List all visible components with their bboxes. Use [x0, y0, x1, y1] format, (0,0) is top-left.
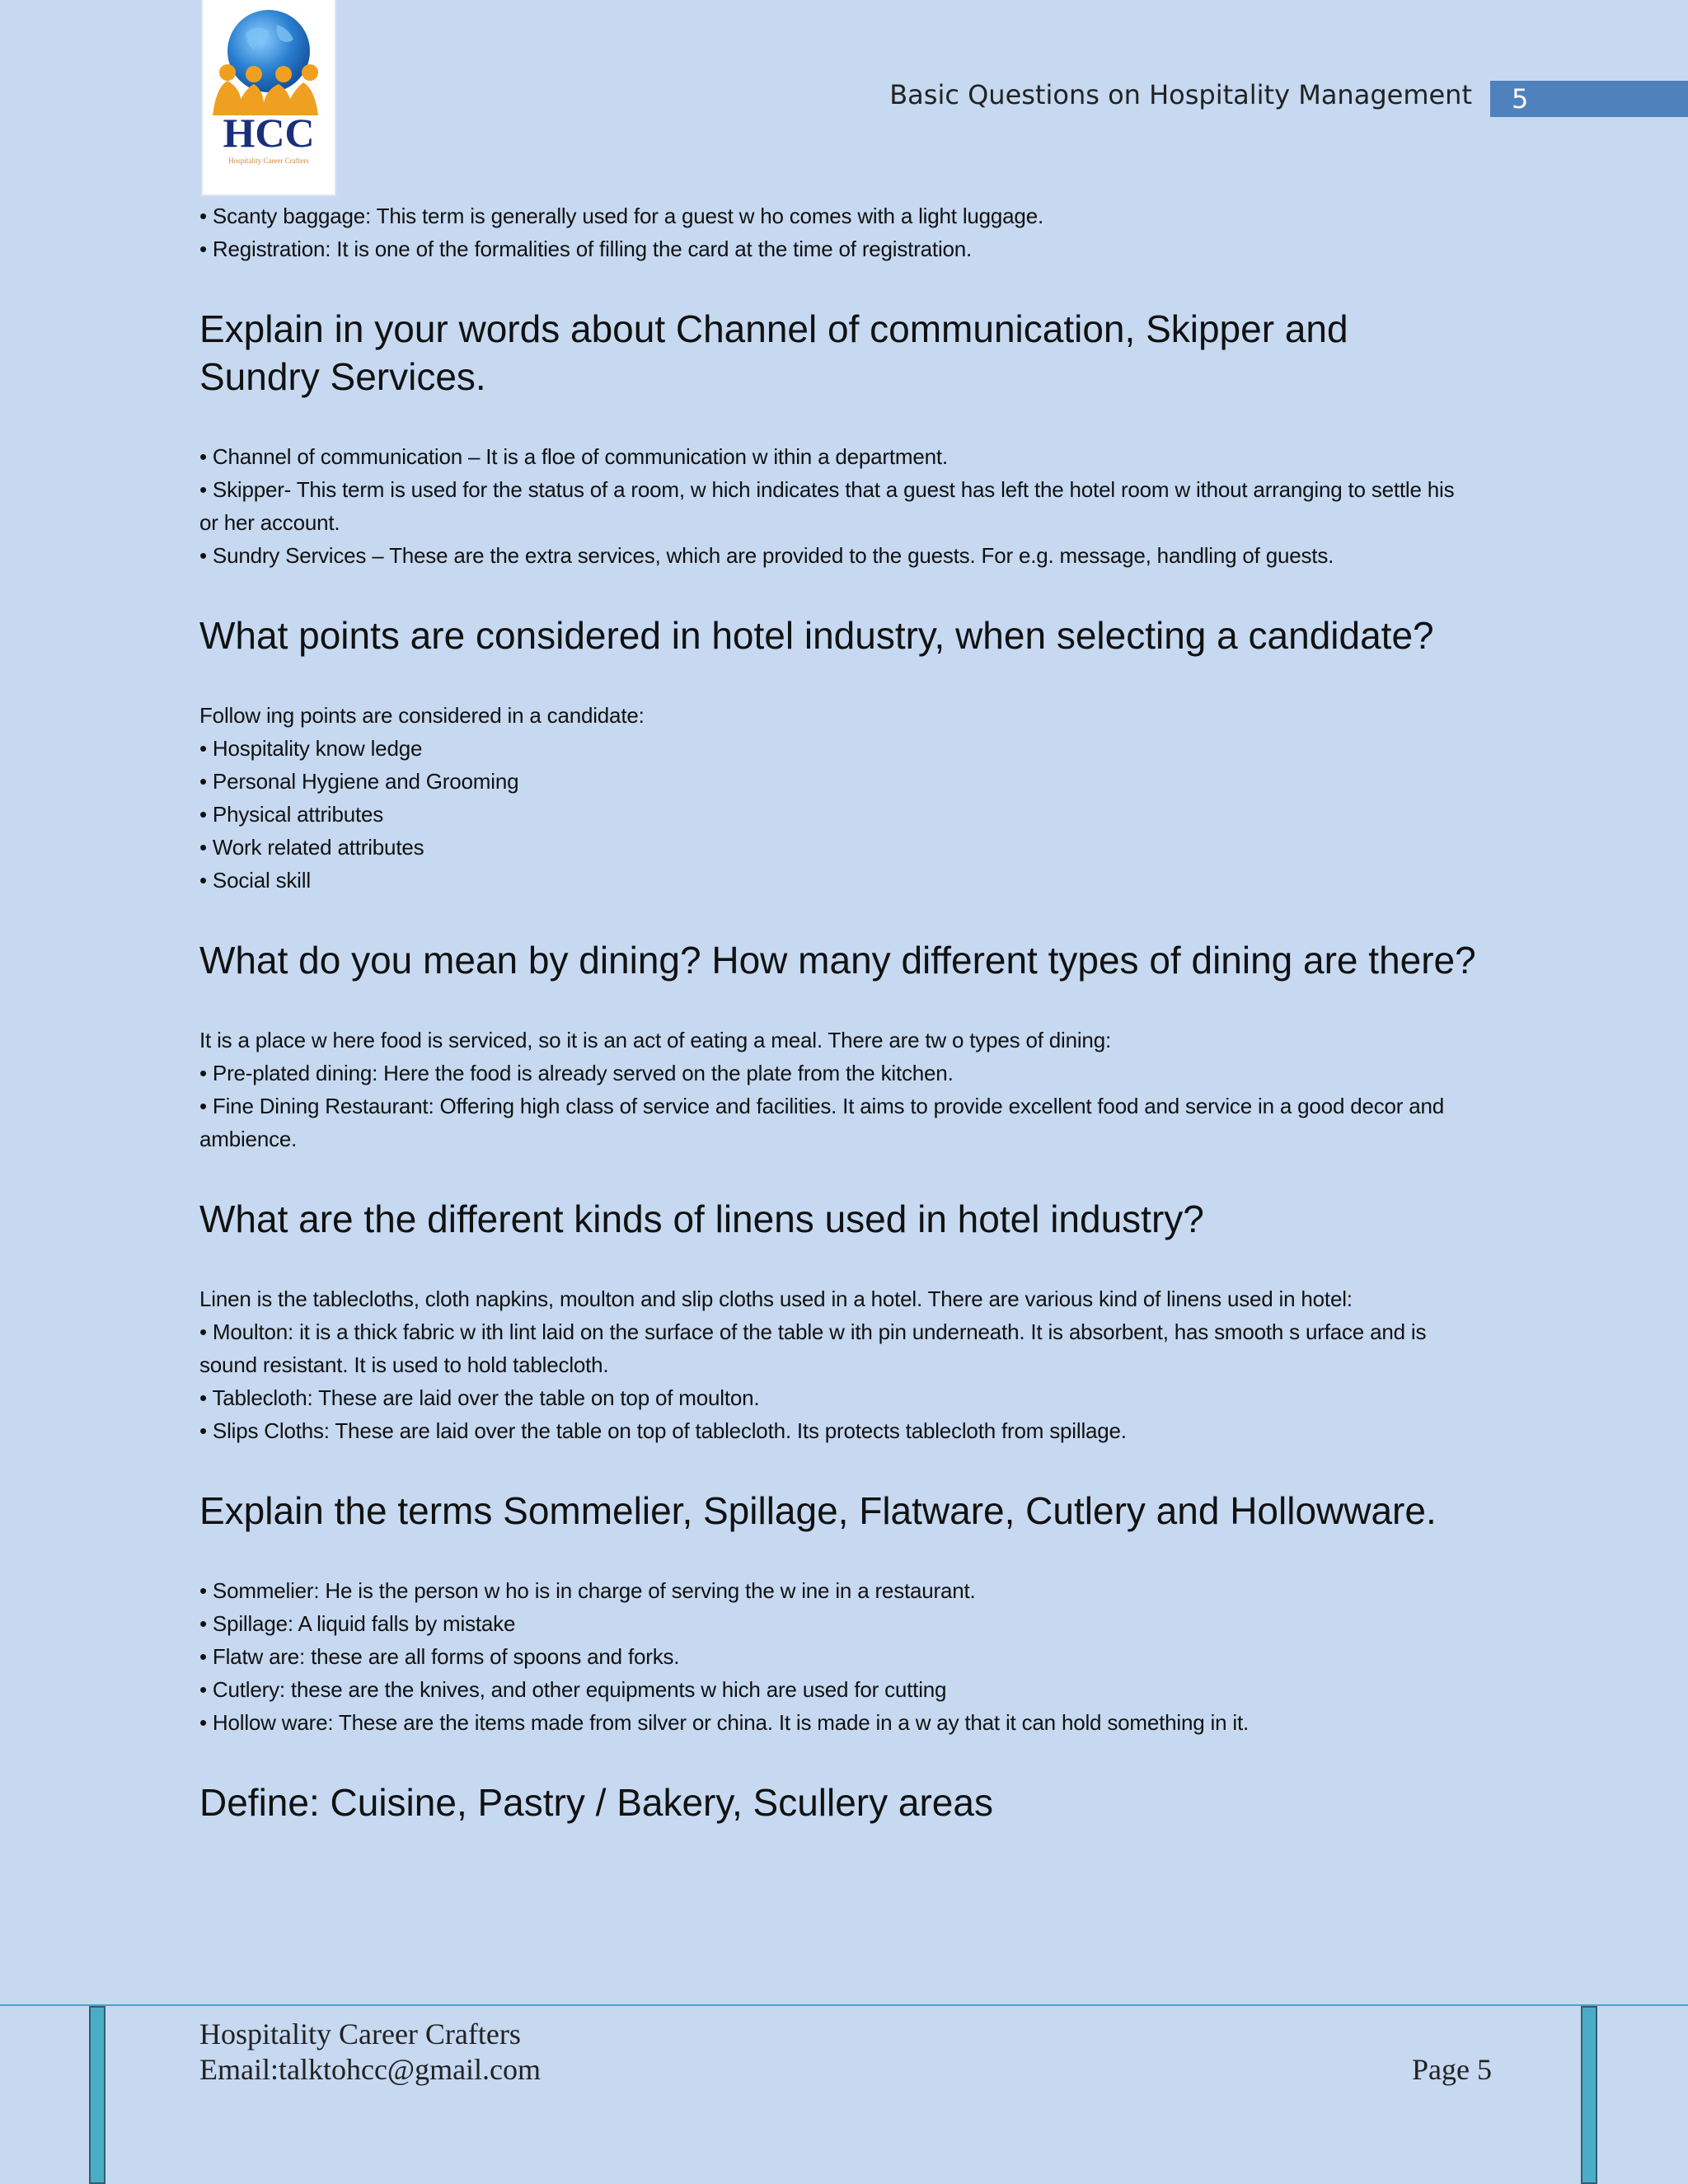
list-item: • Hospitality know ledge	[199, 736, 423, 761]
section-channel-skipper-sundry	[199, 305, 1477, 572]
paragraph: • Fine Dining Restaurant: Offering high class of service and facilities. It aims to provide excellent food and service in a good decor and ambience.	[199, 1094, 1445, 1151]
paragraph: • Hollow ware: These are the items made from silver or china. It is made in a w ay that it can hold something in it.	[199, 1710, 1249, 1735]
section-candidate-points	[199, 612, 1477, 897]
paragraph: Follow ing points are considered in a candidate:	[199, 703, 645, 728]
globe-icon	[227, 10, 310, 92]
paragraph: • Skipper- This term is used for the status of a room, w hich indicates that a guest has left the hotel room w ithout arranging to settle his or her account.	[199, 477, 1455, 535]
section-heading: What are the different kinds of linens used in hotel industry?	[199, 1197, 1204, 1240]
section-cuisine-definition	[199, 1779, 1477, 1826]
footer-email: Email:talktohcc@gmail.com	[199, 2053, 542, 2086]
section-terms	[199, 1487, 1477, 1739]
section-dining	[199, 936, 1477, 1155]
intro-line: • Registration: It is one of the formalities of filling the card at the time of registration.	[199, 237, 973, 261]
paragraph: • Sundry Services – These are the extra services, which are provided to the guests. For e.g. message, handling of guests.	[199, 543, 1334, 568]
paragraph: • Spillage: A liquid falls by mistake	[199, 1611, 516, 1636]
footer-company-name: Hospitality Career Crafters	[199, 2018, 521, 2050]
document-title: Basic Questions on Hospitality Management	[889, 79, 1472, 110]
paragraph: • Moulton: it is a thick fabric w ith lint laid on the surface of the table w ith pin underneath. It is absorbent, has smooth s urface and is sound resistant. It is used to hold tablecloth.	[199, 1319, 1427, 1377]
list-item: • Personal Hygiene and Grooming	[199, 769, 519, 794]
paragraph: It is a place w here food is serviced, so it is an act of eating a meal. There are tw o types of dining:	[199, 1028, 1111, 1052]
paragraph: Linen is the tablecloths, cloth napkins, moulton and slip cloths used in a hotel. There are various kind of linens used in hotel:	[199, 1286, 1353, 1311]
footer-divider	[0, 2004, 1688, 2006]
section-heading: What do you mean by dining? How many different types of dining are there?	[199, 939, 1476, 982]
list-item: • Social skill	[199, 868, 311, 893]
paragraph: • Channel of communication – It is a floe of communication w ithin a department.	[199, 444, 948, 469]
section-heading: What points are considered in hotel industry, when selecting a candidate?	[199, 614, 1434, 657]
paragraph: • Pre-plated dining: Here the food is already served on the plate from the kitchen.	[199, 1061, 954, 1085]
list-item: • Physical attributes	[199, 802, 384, 827]
section-linens	[199, 1195, 1477, 1447]
paragraph: • Sommelier: He is the person w ho is in charge of serving the w ine in a restaurant.	[199, 1578, 976, 1603]
logo-subtext: Hospitality Career Crafters	[228, 157, 309, 165]
logo-text: HCC	[223, 110, 315, 156]
paragraph: • Cutlery: these are the knives, and other equipments w hich are used for cutting	[199, 1677, 947, 1702]
section-heading: Explain in your words about Channel of communication, Skipper and Sundry Services.	[199, 307, 1348, 398]
paragraph: • Slips Cloths: These are laid over the table on top of tablecloth. Its protects tablecloth from spillage.	[199, 1418, 1127, 1443]
footer-page-label: Page 5	[1412, 2053, 1492, 2086]
section-heading: Define: Cuisine, Pastry / Bakery, Scullery areas	[199, 1781, 993, 1824]
paragraph: • Flatw are: these are all forms of spoons and forks.	[199, 1644, 680, 1669]
list-item: • Work related attributes	[199, 835, 424, 860]
logo-graphic	[203, 0, 335, 194]
paragraph: • Tablecloth: These are laid over the table on top of moulton.	[199, 1385, 760, 1410]
company-logo	[203, 0, 335, 194]
intro-block	[199, 199, 1477, 265]
footer-right-bar	[1581, 2006, 1597, 2184]
header-page-number: 5	[1490, 81, 1688, 117]
intro-line: • Scanty baggage: This term is generally used for a guest w ho comes with a light luggage.	[199, 204, 1043, 228]
footer-left-bar	[89, 2006, 106, 2184]
section-heading: Explain the terms Sommelier, Spillage, Flatware, Cutlery and Hollowware.	[199, 1489, 1437, 1532]
document-body	[199, 199, 1477, 1866]
